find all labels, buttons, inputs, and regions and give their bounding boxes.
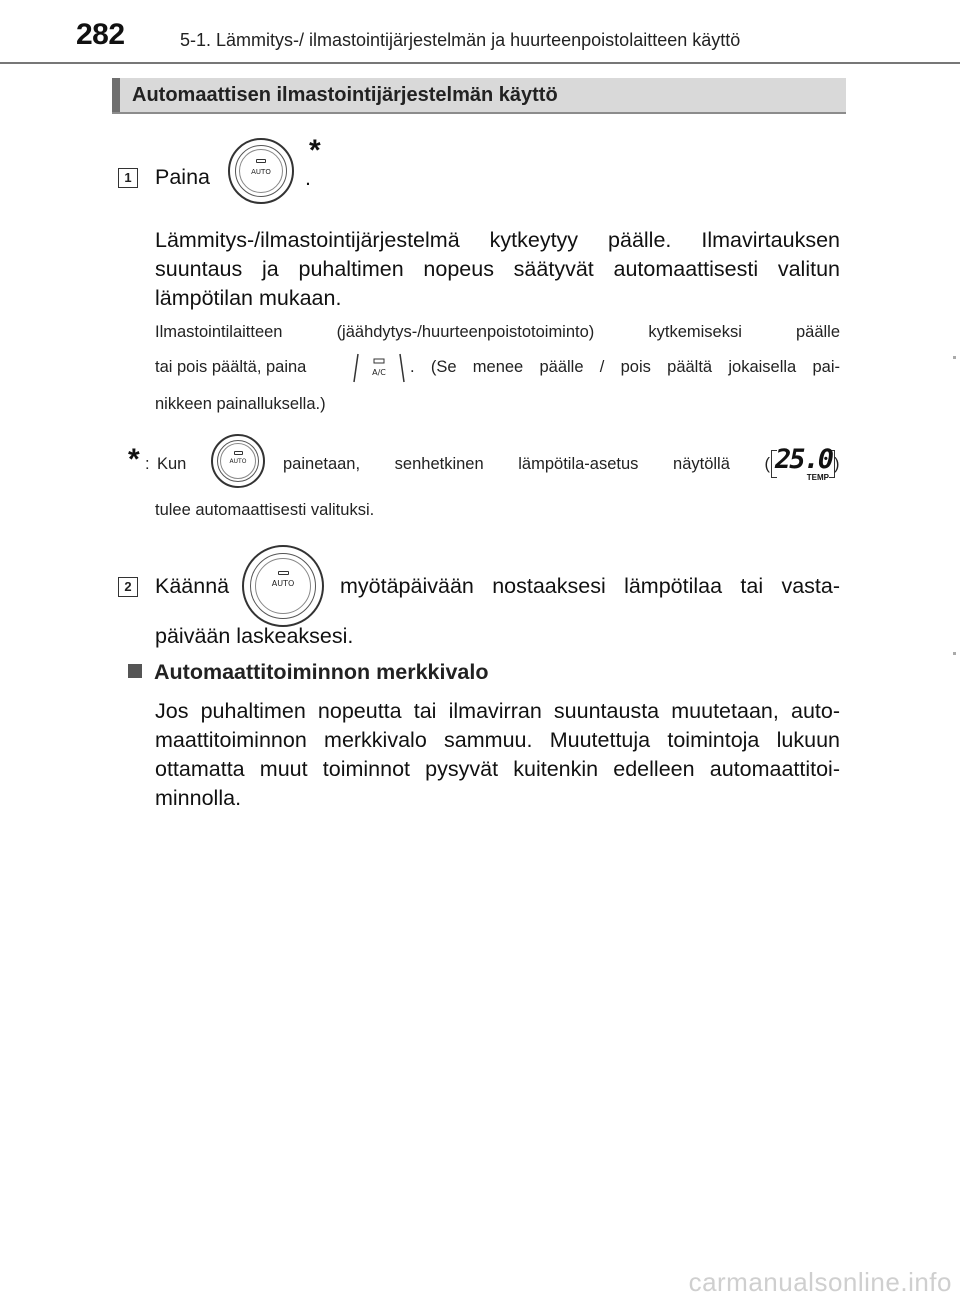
edge-mark — [953, 652, 956, 655]
step-2-text: myötäpäivään nostaaksesi lämpötilaa tai vasta- — [340, 574, 840, 598]
step-1-body-line: lämpötilan mukaan. — [155, 286, 342, 310]
indicator-line: Jos puhaltimen nopeutta tai ilmavirran suuntausta muutetaan, auto- — [155, 699, 840, 723]
step-1-badge: 1 — [118, 168, 138, 188]
ac-note-line: nikkeen painalluksella.) — [155, 395, 326, 413]
temperature-display-icon — [771, 444, 835, 482]
ac-note-after: . (Se menee päälle / pois päältä jokaisella pai- — [410, 358, 840, 376]
step-2-badge: 2 — [118, 577, 138, 597]
step-1-body-line: suuntaus ja puhaltimen nopeus säätyvät automaattisesti valitun — [155, 257, 840, 281]
step-1-body-line: Lämmitys-/ilmastointijärjestelmä kytkeytyy päälle. Ilmavirtauksen — [155, 228, 840, 252]
auto-knob-icon — [211, 434, 265, 488]
auto-knob-icon — [242, 545, 324, 627]
step-2-kaanna: Käännä — [155, 574, 230, 598]
watermark: carmanualsonline.info — [688, 1267, 952, 1297]
auto-knob-icon — [228, 138, 294, 204]
ac-button-icon — [352, 352, 406, 384]
section-title-bar — [112, 78, 846, 114]
indicator-heading — [128, 660, 489, 685]
indicator-line: maattitoiminnon merkkivalo sammuu. Muutettuja toimintoja lukuun — [155, 728, 840, 752]
ac-note-before: tai pois päältä, paina — [155, 358, 307, 376]
ac-note-line: Ilmastointilaitteen (jäähdytys-/huurteenpoistotoiminto) kytkemiseksi päälle — [155, 323, 840, 341]
temperature-display-value: 25.0 — [775, 444, 833, 475]
ac-button-label: A/C — [372, 368, 386, 377]
step-1-period: . — [305, 166, 311, 190]
asterisk-mark: * — [309, 134, 321, 167]
bullet-square-icon — [128, 664, 142, 678]
indicator-line: ottamatta muut toiminnot pysyvät kuitenkin edelleen automaattitoi- — [155, 757, 840, 781]
footnote-colon: : — [145, 455, 150, 473]
auto-knob-label: AUTO — [271, 579, 295, 588]
page-number: 282 — [76, 18, 125, 51]
header-rule — [0, 62, 960, 64]
auto-knob-label: AUTO — [251, 168, 271, 176]
footnote-text: painetaan, senhetkinen lämpötila-asetus näytöllä ( — [283, 455, 770, 473]
edge-mark — [953, 356, 956, 359]
section-title: Automaattisen ilmastointijärjestelmän käyttö — [132, 84, 558, 106]
temperature-display-label: TEMP — [806, 473, 829, 482]
footnote-close-paren: ) — [834, 455, 840, 473]
footnote-asterisk: * — [128, 443, 140, 476]
auto-knob-label: AUTO — [229, 458, 247, 465]
footnote-line: tulee automaattisesti valituksi. — [155, 501, 375, 519]
running-header: 5-1. Lämmitys-/ ilmastointijärjestelmän ja huurteenpoistolaitteen käyttö — [180, 30, 741, 50]
footnote-kun: Kun — [157, 455, 187, 473]
step-2-line: päivään laskeaksesi. — [155, 624, 354, 648]
indicator-line: minnolla. — [155, 786, 242, 810]
indicator-heading-text: Automaattitoiminnon merkkivalo — [154, 660, 489, 684]
step-1-paina: Paina — [155, 165, 210, 189]
